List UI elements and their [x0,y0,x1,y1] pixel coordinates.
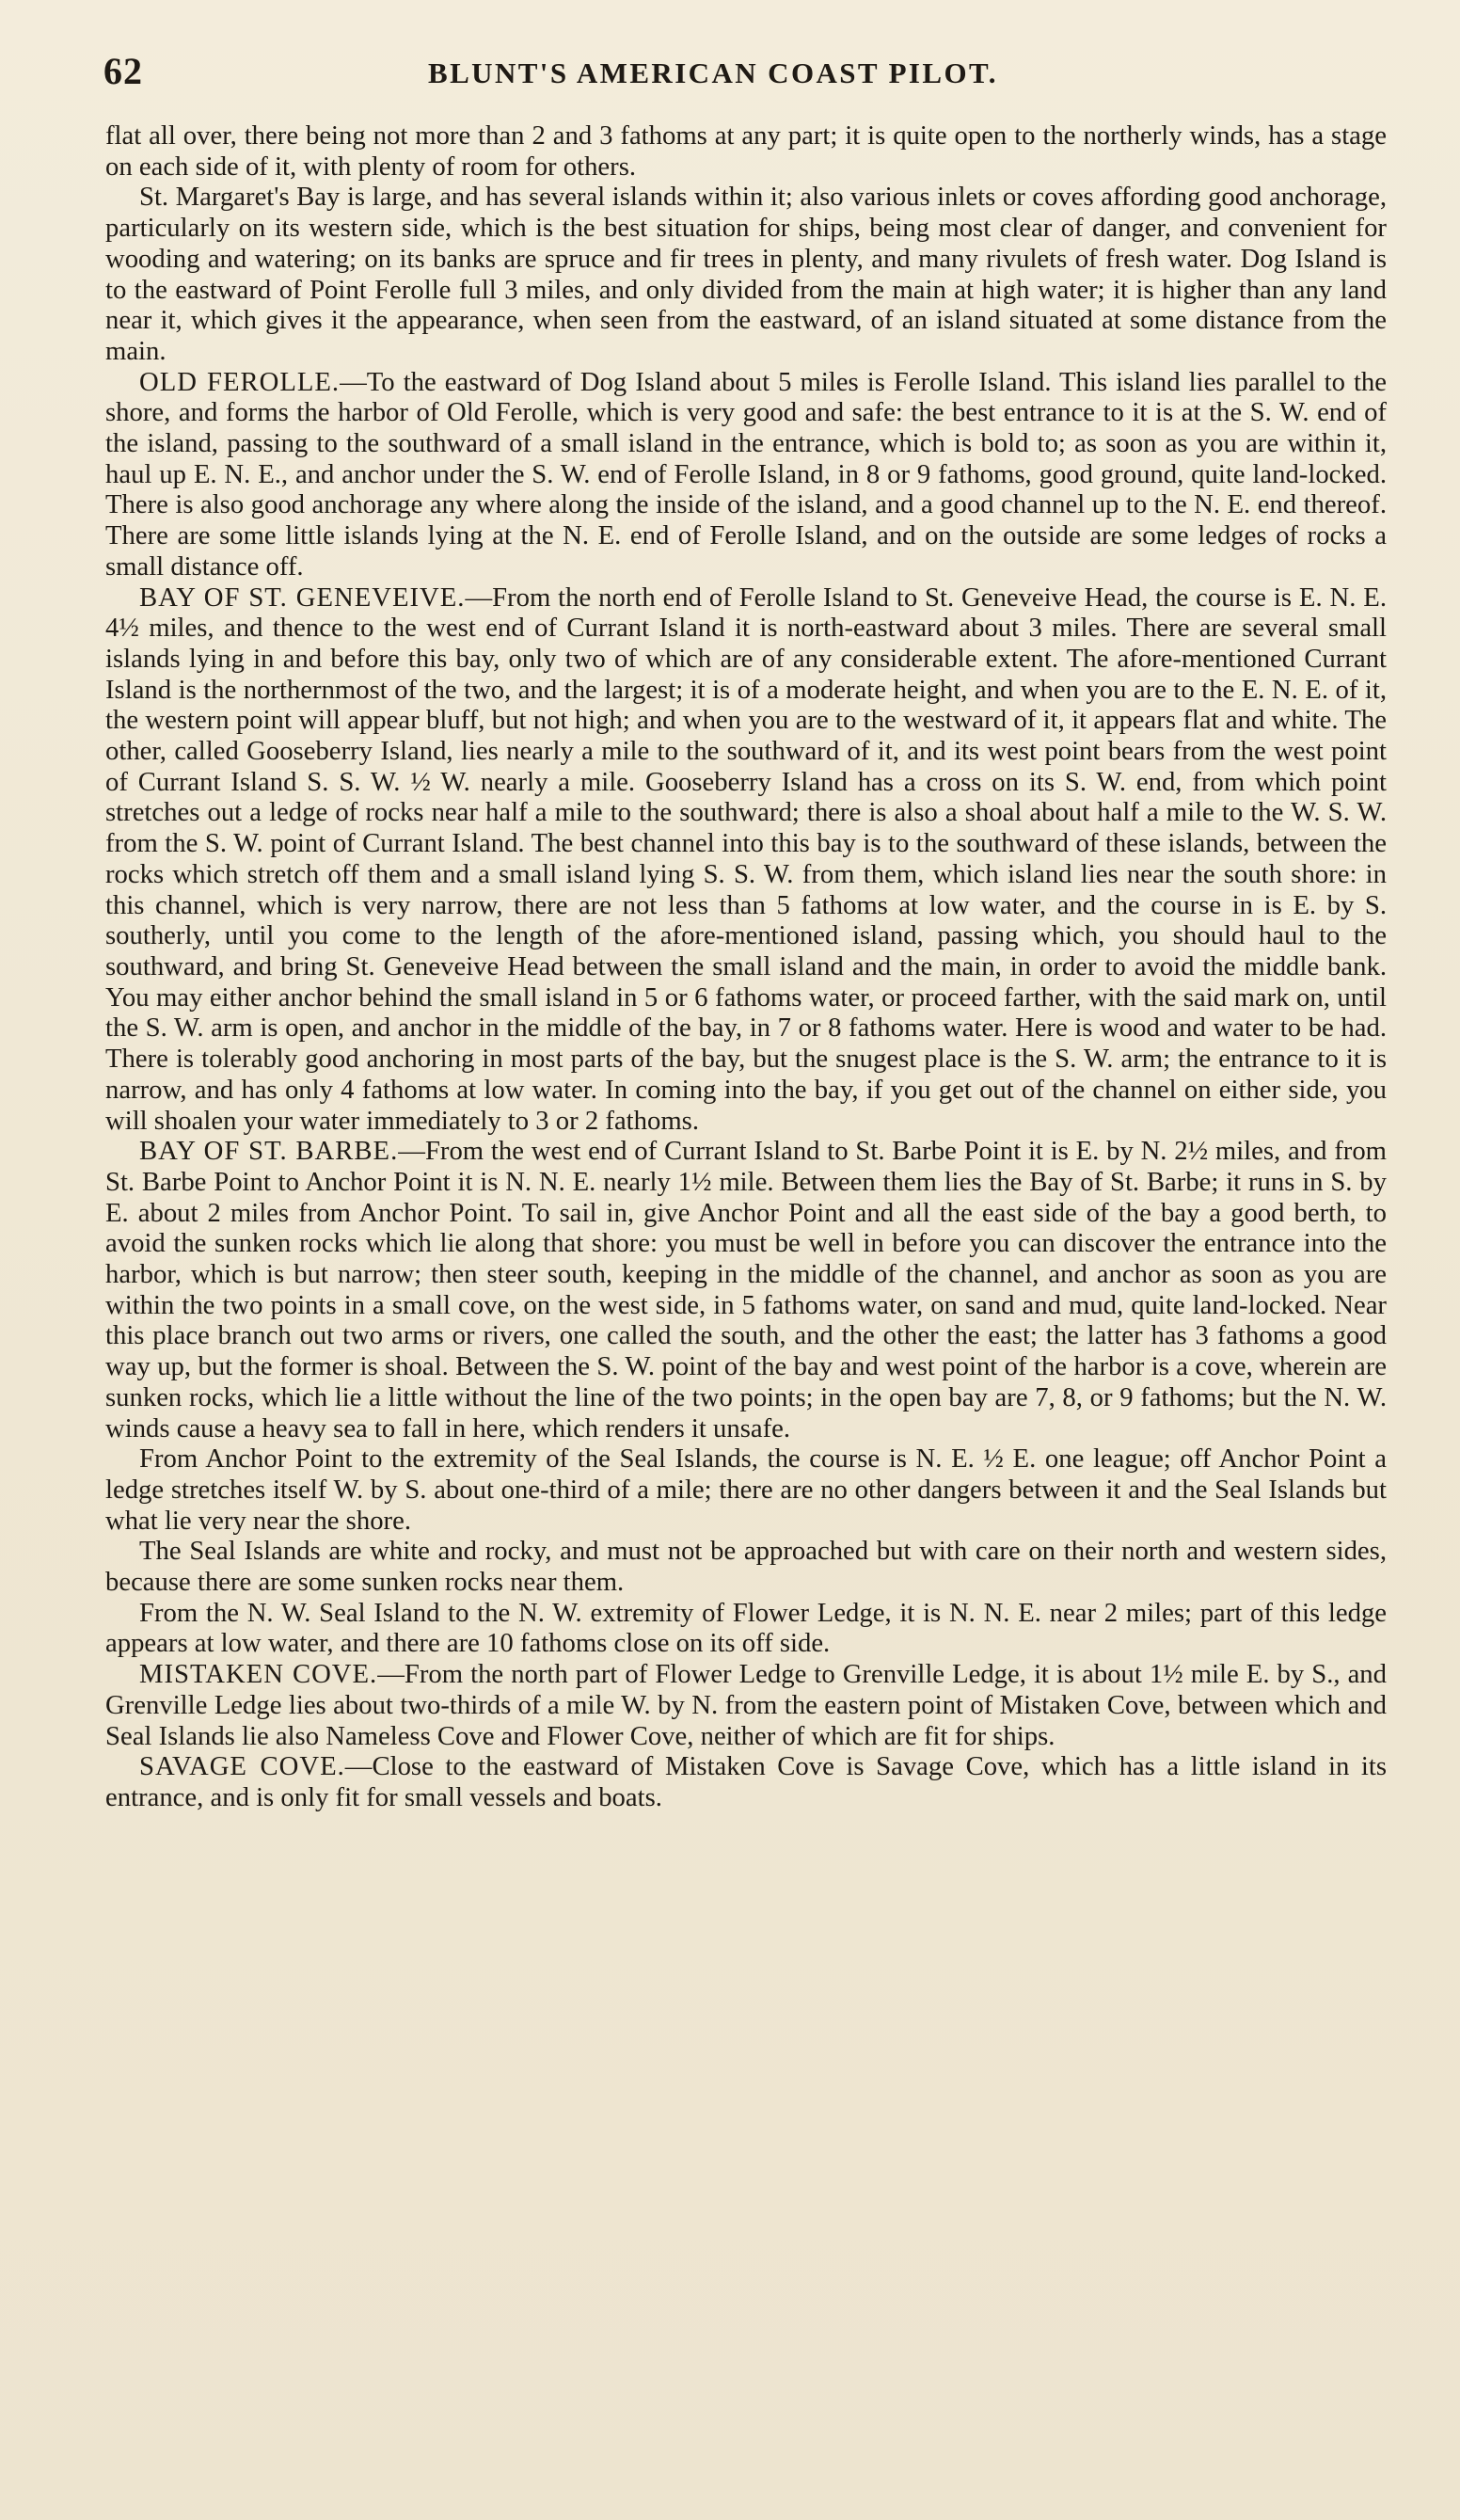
paragraph-text: —From the west end of Currant Island to St. Barbe Point it is E. by N. 2½ miles, and from St. Barbe Point to Anchor Point it is N. N. E. nearly 1½ mile. Between them lies the Bay of St. Barbe; it runs in S. by E. about 2 miles from Anchor Point. To sail in, give Anchor Point and all the east side of the bay a good berth, to avoid the sunken rocks which lie along that shore: you must be well in before you can discover the entrance into the harbor, which is but narrow; then steer south, keeping in the middle of the channel, and anchor as soon as you are within the two points in a small cove, on the west side, in 5 fathoms water, on sand and mud, quite land-locked. Near this place branch out two arms or rivers, one called the south, and the other the east; the latter has 3 fathoms a good way up, but the former is shoal. Between the S. W. point of the bay and west point of the harbor is a cove, wherein are sunken rocks, which lie a little without the line of the two points; in the open bay are 7, 8, or 9 fathoms; but the N. W. winds cause a heavy sea to fall in here, which renders it unsafe. [105,1136,1387,1443]
paragraph-text: —From the north end of Ferolle Island to St. Geneveive Head, the course is E. N. E. 4½ miles, and thence to the west end of Currant Island it is north-eastward about 3 miles. There are several small islands lying in and before this bay, only two of which are of any considerable extent. The afore-mentioned Currant Island is the northernmost of the two, and the largest; it is of a moderate height, and when you are to the E. N. E. of it, the western point will appear bluff, but not high; and when you are to the westward of it, it appears flat and white. The other, called Gooseberry Island, lies nearly a mile to the southward of it, and its west point bears from the west point of Currant Island S. S. W. ½ W. nearly a mile. Gooseberry Island has a cross on its S. W. end, from which point stretches out a ledge of rocks near half a mile to the southward; there is also a shoal about half a mile to the W. S. W. from the S. W. point of Currant Island. The best channel into this bay is to the southward of these islands, between the rocks which stretch off them and a small island lying S. S. W. from them, which island lies near the south shore: in this channel, which is very narrow, there are not less than 5 fathoms at low water, and the course in is E. by S. southerly, until you come to the length of the afore-mentioned island, passing which, you should haul to the southward, and bring St. Geneveive Head between the small island and the main, in order to avoid the middle bank. You may either anchor behind the small island in 5 or 6 fathoms water, or proceed farther, with the said mark on, until the S. W. arm is open, and anchor in the middle of the bay, in 7 or 8 fathoms water. Here is wood and water to be had. There is tolerably good anchoring in most parts of the bay, but the snugest place is the S. W. arm; the entrance to it is narrow, and has only 4 fathoms at low water. In coming into the bay, if you get out of the channel on either side, you will shoalen your water immediately to 3 or 2 fathoms. [105,582,1387,1136]
paragraph-text: —To the eastward of Dog Island about 5 miles is Ferolle Island. This island lies parallel to the shore, and forms the harbor of Old Ferolle, which is very good and safe: the best entrance to it is at the S. W. end of the island, passing to the southward of a small island in the entrance, which is bold to; as soon as you are within it, haul up E. N. E., and anchor under the S. W. end of Ferolle Island, in 8 or 9 fathoms, good ground, quite land-locked. There is also good anchorage any where along the inside of the island, and a good channel up to the N. E. end thereof. There are some little islands lying at the N. E. end of Ferolle Island, and on the outside are some ledges of rocks a small distance off. [105,366,1387,582]
paragraph [105,120,1387,182]
paragraph [105,1751,1387,1812]
paragraph [105,582,1387,1137]
section-heading: BAY OF ST. GENEVEIVE. [139,582,466,613]
paragraph [105,1136,1387,1443]
paragraph-text: —From the north part of Flower Ledge to Grenville Ledge, it is about 1½ mile E. by S., and Grenville Ledge lies about two-thirds of a mile W. by N. from the eastern point of Mistaken Cove, between which and Seal Islands lie also Nameless Cove and Flower Cove, neither of which are fit for ships. [105,1659,1387,1751]
paragraph [105,182,1387,366]
section-heading: OLD FEROLLE. [139,366,341,397]
paragraph-text: —Close to the eastward of Mistaken Cove is Savage Cove, which has a little island in its entrance, and is only fit for small vessels and boats. [105,1751,1387,1812]
paragraph-text: St. Margaret's Bay is large, and has several islands within it; also various inlets or coves affording good anchorage, particularly on its western side, which is the best situation for ships, being most clear of danger, and convenient for wooding and watering; on its banks are spruce and fir trees in plenty, and many rivulets of fresh water. Dog Island is to the eastward of Point Ferolle full 3 miles, and only divided from the main at high water; it is higher than any land near it, which gives it the appearance, when seen from the eastward, of an island situated at some distance from the main. [105,182,1387,366]
body-text [105,120,1387,2454]
section-heading: SAVAGE COVE. [139,1751,345,1782]
paragraph-text: From the N. W. Seal Island to the N. W. extremity of Flower Ledge, it is N. N. E. near 2 miles; part of this ledge appears at low water, and there are 10 fathoms close on its off side. [105,1597,1387,1659]
section-heading: MISTAKEN COVE. [139,1659,378,1690]
page-number: 62 [103,50,143,92]
paragraph [105,367,1387,582]
page-header [103,49,1392,105]
paragraph-text: flat all over, there being not more than 2 and 3 fathoms at any part; it is quite open to the northerly winds, has a stage on each side of it, with plenty of room for others. [105,120,1387,182]
paragraph [105,1443,1387,1536]
paragraph-text: From Anchor Point to the extremity of the Seal Islands, the course is N. E. ½ E. one league; off Anchor Point a ledge stretches itself W. by S. about one-third of a mile; there are no other dangers between it and the Seal Islands but what lie very near the shore. [105,1443,1387,1536]
paragraph-text: The Seal Islands are white and rocky, and must not be approached but with care on their north and western sides, because there are some sunken rocks near them. [105,1536,1387,1598]
paragraph [105,1536,1387,1597]
paragraph [105,1598,1387,1659]
running-title: BLUNT'S AMERICAN COAST PILOT. [428,56,998,89]
paragraph [105,1659,1387,1751]
section-heading: BAY OF ST. BARBE. [139,1136,399,1167]
